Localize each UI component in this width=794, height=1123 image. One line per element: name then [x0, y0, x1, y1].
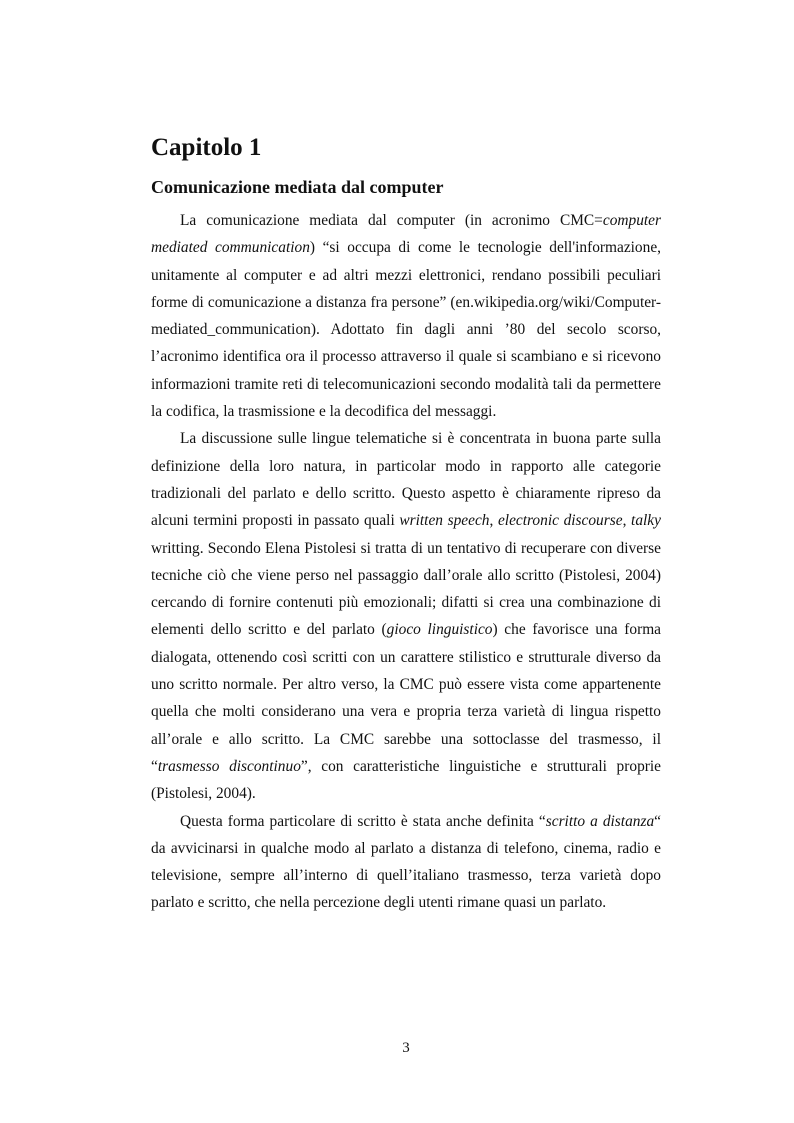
text-run: ) che favorisce una forma dialogata, ottenendo così scritti con un carattere stilistico e strutturale diverso da uno scritto normale. Per altro verso, la CMC può essere vista come appartenente quella che molti considerano una vera e propria terza varietà di lingua rispetto all’orale e allo scritto. La CMC sarebbe una sottoclasse del trasmesso, il “	[151, 621, 661, 775]
italic-run: talky	[631, 512, 661, 530]
paragraph-1	[151, 207, 661, 425]
italic-run: scritto a distanza	[545, 812, 655, 830]
italic-run: trasmesso discontinuo	[157, 757, 301, 775]
text-run: La discussione sulle lingue telematiche si è concentrata in buona parte sulla definizione della loro natura, in particolar modo in rapporto alle categorie tradizionali del parlato e dello scritto. Questo aspetto è chiaramente ripreso da alcuni termini proposti in passato quali	[151, 430, 661, 530]
italic-run: written speech	[399, 512, 490, 530]
text-run: La comunicazione mediata dal computer (in acronimo CMC=	[180, 212, 603, 229]
italic-run: electronic discourse	[497, 512, 623, 530]
text-run: ,	[489, 512, 498, 530]
text-run: ) “si occupa di come le tecnologie dell'informazione, unitamente al computer e ad altri mezzi elettronici, rendano possibili peculiari forme di comunicazione a distanza fra persone” (en.wikipedia.org/wiki/Computer-mediated_communication). Adottato fin dagli anni ’80 del secolo scorso, l’acronimo identifica ora il processo attraverso il quale si scambiano e si ricevono informazioni tramite reti di telecomunicazioni secondo modalità tali da permettere la codifica, la trasmissione e la decodifica del messaggi.	[151, 239, 661, 421]
section-title: Comunicazione mediata dal computer	[151, 177, 444, 197]
text-run: Questa forma particolare di scritto è stata anche definita “	[180, 812, 546, 830]
body-text	[151, 207, 661, 917]
paragraph-2	[151, 425, 661, 807]
text-run: ”, con caratteristiche linguistiche e strutturali proprie (Pistolesi, 2004).	[151, 757, 661, 803]
italic-run: gioco linguistico	[386, 621, 493, 639]
paragraph-3	[151, 808, 661, 917]
italic-run: computer mediated communication	[151, 212, 661, 257]
text-run: writting. Secondo Elena Pistolesi si tratta di un tentativo di recuperare con diverse tecniche ciò che viene perso nel passaggio dall’orale allo scritto (Pistolesi, 2004) cercando di fornire contenuti più emozionali; difatti si crea una combinazione di elementi dello scritto e del parlato (	[151, 539, 661, 639]
chapter-title: Capitolo 1	[151, 134, 262, 161]
page-number: 3	[402, 1040, 410, 1056]
text-run: ,	[622, 512, 632, 530]
text-run: “ da avvicinarsi in qualche modo al parlato a distanza di telefono, cinema, radio e televisione, sempre all’interno di quell’italiano trasmesso, terza varietà dopo parlato e scritto, che nella percezione degli utenti rimane quasi un parlato.	[151, 812, 661, 912]
